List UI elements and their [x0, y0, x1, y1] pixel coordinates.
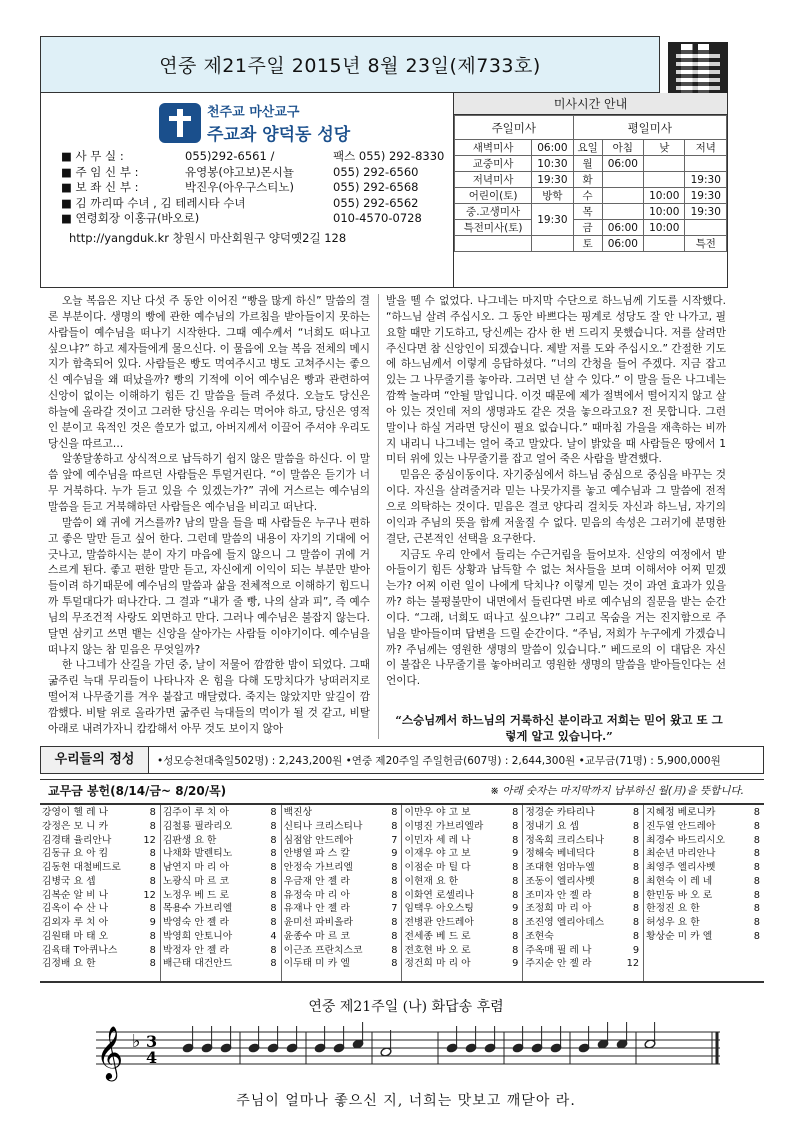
dues-column	[523, 805, 644, 981]
list-item: 남연지 마 리 아 8	[162, 862, 277, 873]
list-item: 김원태 마 태 오 8	[42, 930, 156, 942]
list-item: 정옥희 크리스티나 8	[525, 834, 640, 846]
dues-table	[40, 803, 764, 983]
dues-column	[40, 805, 161, 981]
gospel-quote: “스승님께서 하느님의 거룩하신 분이라고 저희는 믿어 왔고 또 그렇게 알고 있습니다.”	[395, 713, 723, 743]
dues-note: ※ 아래 숫자는 마지막까지 납부하신 월(月)을 뜻합니다.	[490, 785, 744, 797]
church-name: 주교좌 양덕동 성당	[207, 125, 351, 145]
list-item: 이재우 야 고 보 9	[404, 848, 519, 860]
list-item: 조미자 안 젤 라 8	[525, 889, 640, 901]
list-item: 노광식 마 르 코 8	[162, 875, 277, 887]
list-item: 이두태 미 카 엘 8	[283, 958, 398, 970]
dues-column	[402, 805, 523, 981]
list-item: 이현재 요 한 8	[404, 875, 519, 887]
contact-row: ■ 사 무 실 : 055)292-6561 / 팩스 055) 292-8330	[61, 149, 445, 163]
list-item: 전병관 안드레아 8	[404, 917, 519, 928]
list-item: 최영주 엘리사벳 8	[646, 862, 760, 873]
list-item: 정경순 카타리나 8	[525, 807, 640, 818]
list-item: 이화연 로셀리나 8	[404, 889, 519, 901]
mass-schedule	[454, 93, 728, 288]
list-item: 전세종 베 드 로 8	[404, 930, 519, 942]
list-item: 유재나 안 젤 라 7	[283, 903, 398, 915]
dues-title: 교무금 봉헌(8/14/금~ 8/20/목)	[48, 784, 227, 798]
list-item: 임택우 아오스팅 9	[404, 903, 519, 915]
list-item: 황상순 미 카 엘 8	[646, 930, 760, 942]
list-item: 김복순 알 비 나 12	[42, 889, 156, 901]
table-row: 교중미사 10:30 월 06:00	[455, 156, 727, 172]
list-item: 강정은 모 니 카 8	[42, 820, 156, 832]
list-item: 이근조 프란치스코 8	[283, 944, 398, 956]
church-info	[40, 93, 454, 288]
list-item: 김동현 대철베드로 8	[42, 862, 156, 873]
bulletin-header	[40, 36, 660, 93]
contact-row: ■ 김 까리따 수녀 , 김 테레시타 수녀 055) 292-6562	[61, 195, 419, 210]
list-item: 윤미선 파비올라 8	[283, 917, 398, 928]
time-sig-top: 3	[146, 1032, 158, 1051]
list-item: 정해숙 베네딕다 8	[525, 848, 640, 860]
list-item: 조현숙 8	[525, 930, 640, 942]
bulletin-page	[40, 36, 764, 1109]
contact-list	[61, 149, 453, 227]
church-website-link[interactable]: http://yangduk.kr 창원시 마산회원구 양덕옛2길 128	[69, 230, 347, 245]
dues-column	[161, 805, 282, 981]
psalm-title: 연중 제21주일 (나) 화답송 후렴	[308, 999, 504, 1015]
list-item: 백진상 8	[283, 807, 398, 818]
list-item: 심점암 안드레아 7	[283, 834, 398, 846]
list-item: 김동규 요 아 킴 8	[42, 848, 156, 860]
offering-bar	[40, 746, 764, 774]
dues-column	[282, 805, 403, 981]
list-item: 이점순 마 틸 다 8	[404, 862, 519, 873]
music-staff	[88, 1020, 724, 1082]
contact-row: ■ 보 좌 신 부 : 박진우(아우구스티노) 055) 292-6568	[61, 180, 419, 194]
dues-column	[644, 805, 764, 981]
psalm-lyrics: 주님이 얼마나 좋으신 지, 너희는 맛보고 깨닫아 라.	[236, 1093, 576, 1109]
list-item: 김주이 루 치 아 8	[162, 807, 277, 818]
list-item: 노정우 베 드 로 8	[162, 889, 277, 901]
list-item: 조정희 마 리 아 8	[525, 903, 640, 915]
list-item: 조동이 엘리사벳 8	[525, 875, 640, 887]
article-column-right: 발을 뗄 수 없었다. 나그네는 마지막 수단으로 하느님께 기도를 시작했다. “하느님 살려 주십시오. 그 동안 바쁘다는 핑계로 성당도 잘 안 나가고, 필요할 때만 기도하고, 당신께는 감사 한 번 드리지 못했습니다. 저를 살려만 주신다면 참 신앙인이 되겠습니다. 제발 저를 도와 주십시오.” 간절한 기도에 하느님께서 이렇게 응답하셨다. “너의 간청을 들어 주겠다. 지금 잡고 있는 그 나무줄기를 놓아라. 그러면 넌 살 수 있다.” 이 말을 들은 나그네는 깜짝 놀라며 “안될 말입니다. 이것 때문에 제가 절벽에서 떨어지지 않고 살아 있는 것인데 저의 생명과도 같은 것을 놓으라고요? 전 못합니다. 그런 말이나 하실 거라면 당신이 필요 없습니다.” 때마침 가을을 재촉하는 비까지 내리니 나그네는 얼어 죽고 말았다. 날이 밝았을 때 사람들은 땅에서 1미터 위에 있는 나무줄기를 잡고 얼어 죽은 사람을 발견했다. 믿음은 중심이동이다. 자기중심에서 하느님 중심으로 중심을 바꾸는 것이다. 자신을 살려줄거라 믿는 나뭇가지를 놓고 예수님과 그 말씀에 전적으로 의탁하는 것이다. 믿음은 결코 양다리 걸치듯 자신과 하느님, 자기의 이익과 주님의 뜻을 함께 저울질 수 없다. 믿음의 속성은 그러기에 분명한 결단, 근본적인 선택을 요구한다. 지금도 우리 안에서 들리는 수근거림을 들어보자. 신앙의 여정에서 받아들이기 힘든 상황과 납득할 수 없는 처사들을 보며 이해서야 어찌 믿겠는가? 어찌 이런 일이 나에게 닥치나? 이렇게 믿는 것이 과연 효과가 있을까? 하는 불평불만이 내면에서 들린다면 바로 예수님의 질문을 받는 순간이다. “그래, 너희도 떠나고 싶으냐?” 그리고 목숨을 거는 진지함으로 주님을 받아들이며 답변을 드릴 순간이다. “주님, 저희가 누구에게 가겠습니까? 주님께는 영원한 생명의 말씀이 있습니다.” 베드로의 이 대답은 자신이 불잡은 나무줄기를 놓아버리고 영원한 생명의 말씀을 받아들인다는 선언이다.	[386, 295, 726, 688]
column-divider	[378, 294, 379, 739]
church-logo-icon	[159, 103, 201, 143]
list-item: 조대현 엄마누엘 8	[525, 862, 640, 873]
list-item: 이민자 세 레 나 8	[404, 834, 519, 846]
offering-text: •성모승천대축일502명) : 2,243,200원 •연중 제20주일 주일헌금(607명) : 2,644,300원 •교무금(71명) : 5,900,000원	[157, 754, 721, 767]
list-item: 김정배 요 한 8	[42, 958, 156, 970]
list-item: 주지순 안 젤 라 12	[525, 958, 640, 970]
list-item: 한정진 요 한 8	[646, 903, 760, 915]
list-item: 정건희 마 리 아 9	[404, 958, 519, 970]
contact-row: ■ 연령회장 이홍규(바오로) 010-4570-0728	[61, 211, 422, 225]
list-item: 최현숙 이 레 네 8	[646, 875, 760, 887]
list-item: 우금재 안 젤 라 8	[283, 875, 398, 887]
list-item: 안병열 파 스 칼 9	[283, 848, 398, 860]
list-item: 지혜정 베로니카 8	[646, 807, 760, 818]
list-item: 나채화 발렌티노 8	[162, 848, 277, 860]
table-row: 새벽미사 06:00 요일 아침 낮 저녁	[455, 140, 727, 156]
list-item: 김병국 요 셉 8	[42, 875, 156, 887]
mass-table: 주일미사 평일미사 새벽미사 06:00 요일 아침 낮 저녁 교중미사 10:30 월 06:00 저녁미사 19:30 화 19:30 어린이(토) 방학 수 10:00 19:30 중.고생미사 19:30 목 10:00 19:30 특전미사(토) 금 06:00 10:00 토 06:00 특전	[454, 115, 727, 252]
list-item: 배근태 대건안드 8	[162, 958, 277, 970]
article-column-left: 오늘 복음은 지난 다섯 주 동안 이어진 “빵을 많게 하신” 말씀의 결론 부분이다. 생명의 빵에 관한 예수님의 가르침을 받아들이지 못하는 사람들이 예수님을 떠나기 시작한다. 그때 예수께서 “너희도 떠나고 싶으냐?” 하고 제자들에게 물으신다. 이 물음에 오늘 복음 전체의 메시지가 함축되어 있다. 사람들은 빵도 먹여주시고 병도 고쳐주시는 좋으신 예수님을 왜 떠났을까? 빵의 기적에 이어 예수님은 빵과 관련하여 신앙이 없이는 이해하기 힘든 긴 말씀을 들려 주셨다. 오늘도 당신은 하늘에 올라갈 것이고 그러한 당신을 우리는 먹어야 하고, 당신은 영적인 분이고 육적인 것은 쓸모가 없고, 아버지께서 이끌어 주셔야 우리도 당신을 따르고… 알쏭달쏭하고 상식적으로 납득하기 쉽지 않은 말씀을 하신다. 이 말씀 앞에 예수님을 따르던 사람들은 투덜거린다. “이 말씀은 듣기가 너무 거북하다. 누가 듣고 있을 수 있겠는가?” 귀에 거스르는 예수님의 말씀을 듣고 거북해하던 사람들은 예수님을 비리고 떠난다. 말씀이 왜 귀에 거스를까? 남의 말을 들을 때 사람들은 누구나 편하고 좋은 말만 듣고 싶어 한다. 그런데 말씀의 내용이 자기의 기대에 어긋나고, 말씀하시는 분이 자기 마음에 들지 않으니 그 말씀이 귀에 거스르게 된다. 좋고 편한 말만 듣고, 자신에게 이익이 되는 부분만 받아들이려 하기때문에 예수님의 말씀과 삶을 전체적으로 이해하기 힘드니까 투덜대다가 떠나간다. 그 결과 “내가 줄 빵, 나의 살과 피”, 즉 예수님의 무조건적 사랑도 외면하고 만다. 그러나 예수님은 불잡지 않는다. 달면 삼키고 쓰면 뱉는 신앙을 살아가는 사람들 이야기이다. 예수님을 떠나지 않는 참 믿음은 무엇일까? 한 나그네가 산길을 가던 중, 날이 저물어 깜깜한 밤이 되었다. 그때 굶주린 늑대 무리들이 나타나자 온 힘을 다해 도망치다가 낭떠러지로 떨어져 나무줄기를 겨우 붙잡고 매달렸다. 죽지는 않았지만 앞길이 깜깜했다. 비탈 위로 올라가면 굶주린 늑대들의 먹이가 될 것 같고, 비탈 아래로 내려가자니 캄캄해서 아무 것도 보이지 않아	[48, 295, 370, 735]
list-item: 최경수 바드리시오 8	[646, 834, 760, 846]
list-item: 박정자 안 젤 라 8	[162, 944, 277, 956]
mass-schedule-title: 미사시간 안내	[454, 93, 727, 115]
table-row: 토 06:00 특전	[455, 236, 727, 252]
list-item: 안정숙 가브리엘 8	[283, 862, 398, 873]
offering-label: 우리들의 정성	[41, 747, 149, 773]
list-item: 주옥매 필 레 나 9	[525, 944, 640, 956]
list-item: 조진영 엘리아데스 8	[525, 917, 640, 928]
list-item: 이명진 가브리엘라 8	[404, 820, 519, 832]
list-item: 박영희 안토니아 4	[162, 930, 277, 942]
dues-header	[40, 779, 764, 801]
list-item: 전호현 바 오 로 8	[404, 944, 519, 956]
list-item: 김판생 요 한 8	[162, 834, 277, 846]
list-item: 강영이 헬 레 나 8	[42, 807, 156, 818]
list-item: 김옥이 수 산 나 8	[42, 903, 156, 915]
list-item: 김경태 율리안나 12	[42, 834, 156, 846]
list-item: 김외자 루 치 아 9	[42, 917, 156, 928]
treble-clef-icon: 𝄞	[96, 1025, 124, 1079]
list-item: 이만우 야 고 보 8	[404, 807, 519, 818]
list-item: 박영숙 안 젤 라 8	[162, 917, 277, 928]
table-row: 특전미사(토) 금 06:00 10:00	[455, 220, 727, 236]
list-item: 허성우 요 한 8	[646, 917, 760, 928]
list-item: 최순년 마리안나 8	[646, 848, 760, 860]
list-item: 신티나 크리스티나 8	[283, 820, 398, 832]
list-item: 유정숙 마 리 아 8	[283, 889, 398, 901]
diocese-name: 천주교 마산교구	[207, 105, 300, 120]
list-item: 목용수 가브리엘 8	[162, 903, 277, 915]
bulletin-title: 연중 제21주일 2015년 8월 23일(제733호)	[159, 55, 541, 77]
table-row: 어린이(토) 방학 수 10:00 19:30	[455, 188, 727, 204]
list-item: 정내기 요 셉 8	[525, 820, 640, 832]
list-item: 한민동 바 오 로 8	[646, 889, 760, 901]
contact-row: ■ 주 임 신 부 : 유영봉(야고보)몬시뇰 055) 292-6560	[61, 164, 419, 179]
table-row: 저녁미사 19:30 화 19:30	[455, 172, 727, 188]
table-row: 중.고생미사 19:30 목 10:00 19:30	[455, 204, 727, 220]
flat-icon: ♭	[132, 1031, 141, 1052]
list-item: 윤종수 마 르 코 8	[283, 930, 398, 942]
psalm-section	[88, 996, 724, 1109]
time-sig-bottom: 4	[146, 1048, 158, 1067]
list-item: 진두열 안드레아 8	[646, 820, 760, 832]
list-item: 김철룡 필라리오 8	[162, 820, 277, 832]
list-item: 김육태 T아퀴나스 8	[42, 944, 156, 956]
